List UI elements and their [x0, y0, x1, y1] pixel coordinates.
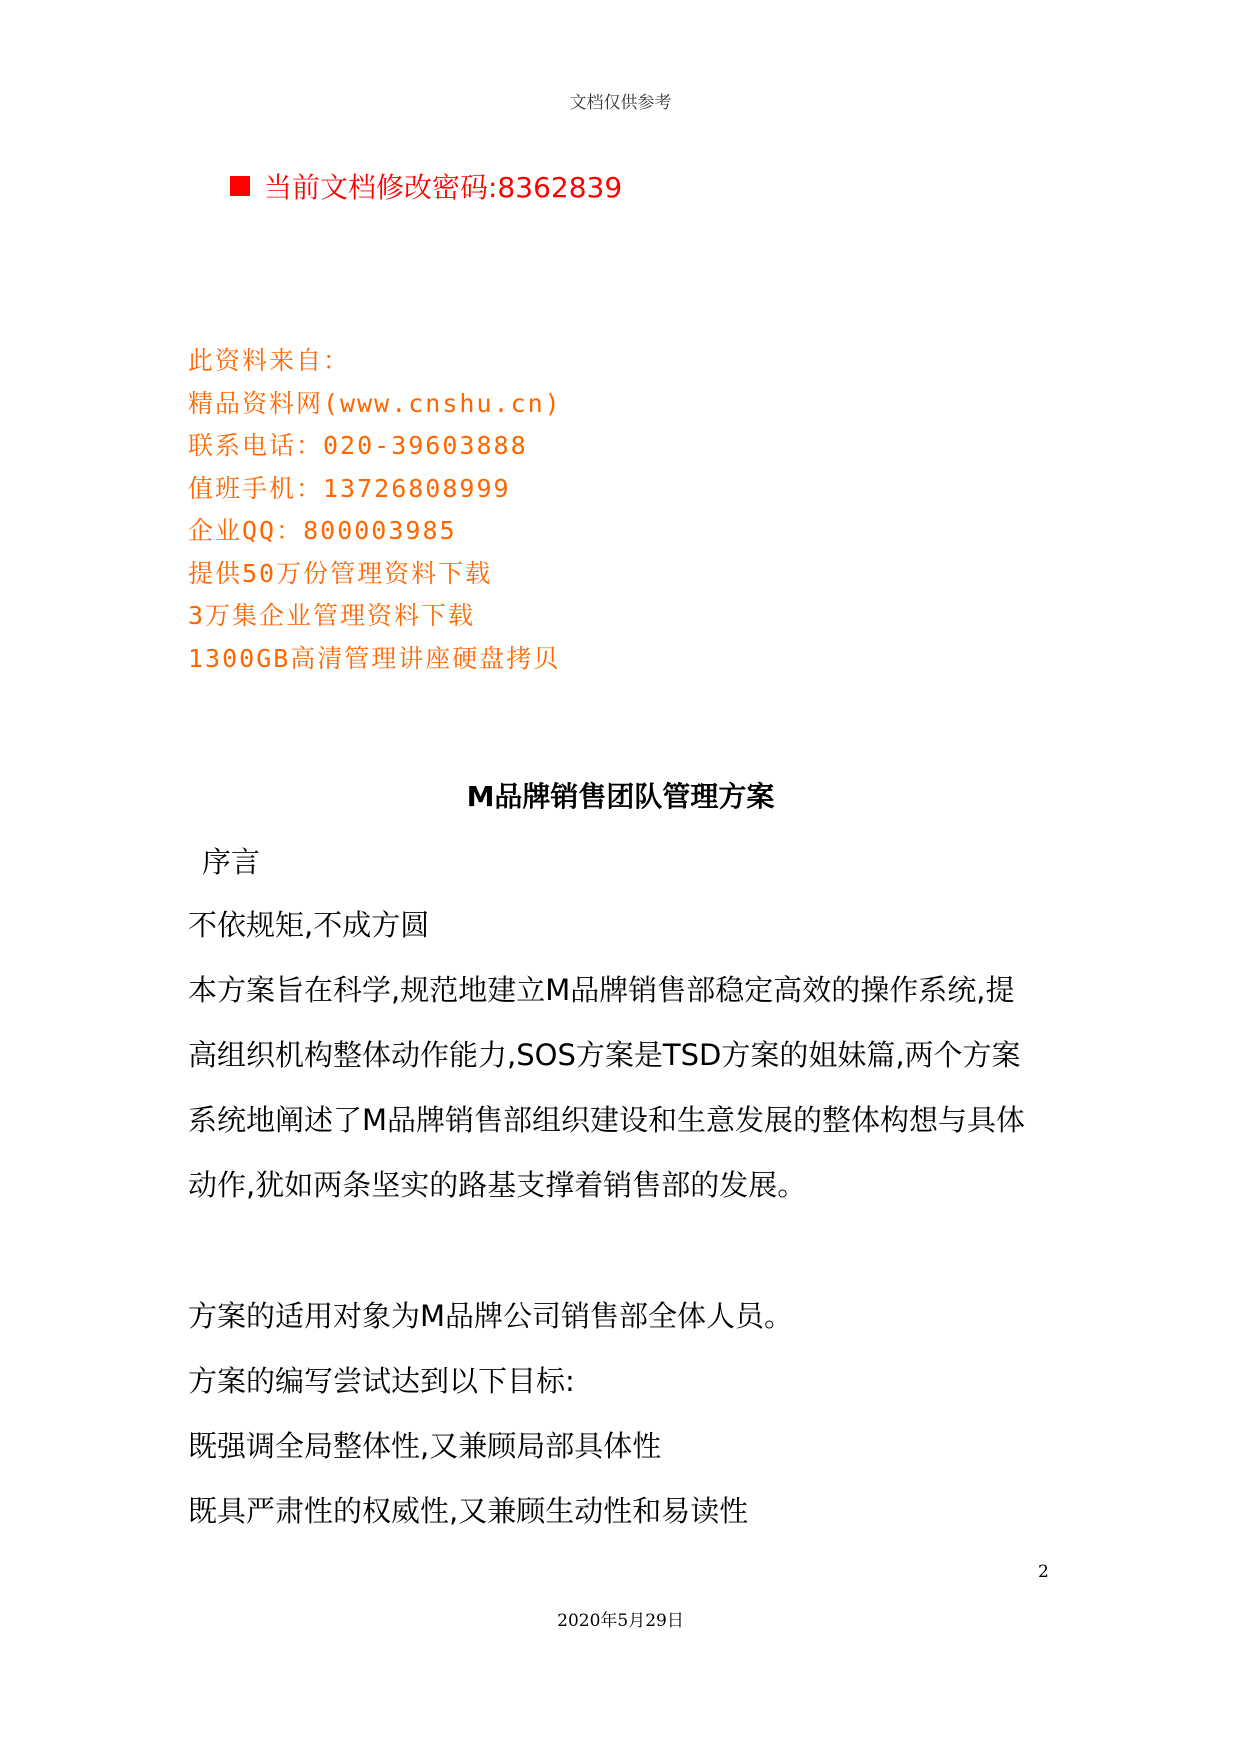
body-line: 本方案旨在科学,规范地建立M品牌销售部稳定高效的操作系统,提: [188, 973, 1015, 1007]
page-footer-date: 2020年5月29日: [557, 1611, 684, 1631]
page-number: 2: [1038, 1562, 1049, 1582]
body-line: 方案的适用对象为M品牌公司销售部全体人员。: [188, 1299, 794, 1333]
body-block-goals: [188, 1284, 1068, 1544]
password-notice: [230, 166, 622, 206]
document-title: M品牌销售团队管理方案: [466, 780, 775, 813]
body-line: 不依规矩,不成方圆: [188, 908, 430, 942]
source-info-line: 3万集企业管理资料下载: [188, 601, 476, 630]
body-line: 方案的编写尝试达到以下目标:: [188, 1364, 575, 1398]
source-info-line: 值班手机：13726808999: [188, 473, 511, 503]
body-line: 既强调全局整体性,又兼顾局部具体性: [188, 1429, 662, 1463]
source-info-block: [188, 340, 562, 680]
body-block-intro: [188, 893, 1068, 1218]
red-square-bullet-icon: [230, 176, 250, 196]
source-info-line: 此资料来自：: [188, 346, 351, 375]
page-header: 文档仅供参考: [569, 93, 672, 113]
source-info-line: 提供50万份管理资料下载: [188, 558, 493, 588]
body-line: 既具严肃性的权威性,又兼顾生动性和易读性: [188, 1494, 749, 1528]
body-line: 系统地阐述了M品牌销售部组织建设和生意发展的整体构想与具体: [188, 1103, 1026, 1137]
source-info-line: 企业QQ：800003985: [188, 516, 457, 545]
body-line: 动作,犹如两条坚实的路基支撑着销售部的发展。: [188, 1168, 807, 1202]
source-info-line: 精品资料网(www.cnshu.cn): [188, 388, 562, 418]
password-notice-text: 当前文档修改密码:8362839: [264, 171, 623, 204]
source-info-line: 联系电话：020-39603888: [188, 431, 528, 460]
source-info-line: 1300GB高清管理讲座硬盘拷贝: [188, 643, 561, 673]
body-line: 高组织机构整体动作能力,SOS方案是TSD方案的姐妹篇,两个方案: [188, 1038, 1021, 1072]
preface-heading: 序言: [202, 845, 261, 879]
